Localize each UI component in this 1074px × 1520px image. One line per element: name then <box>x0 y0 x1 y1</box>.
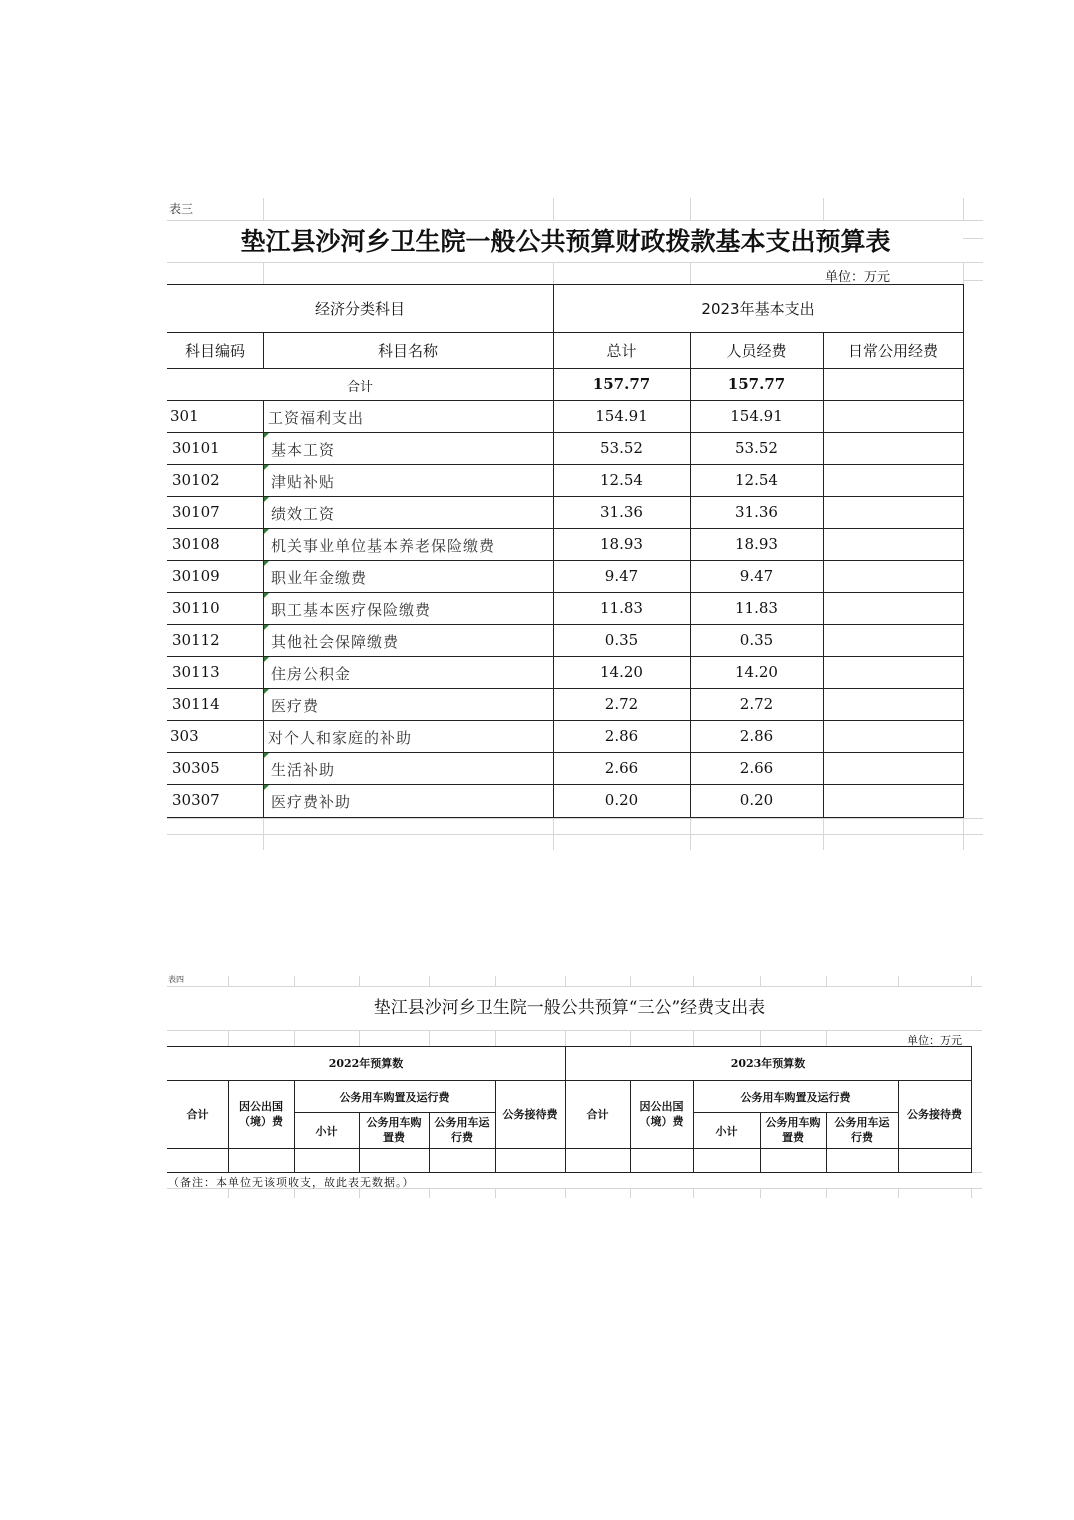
row-name: 基本工资 <box>271 441 336 459</box>
row-personnel: 2.66 <box>739 759 774 777</box>
col-operate-2023-line1: 公务用车运 <box>834 1116 890 1129</box>
col-purchase-2022-line1: 公务用车购 <box>366 1116 422 1129</box>
col-subtotal-2022: 小计 <box>315 1125 338 1138</box>
row-personnel: 0.20 <box>739 791 774 809</box>
row-code: 30101 <box>172 439 220 457</box>
unit-label: 单位：万元 <box>825 270 891 285</box>
row-name: 生活补助 <box>271 761 336 779</box>
col-abroad-2022-line1: 因公出国 <box>239 1100 283 1113</box>
total-row-total: 157.77 <box>592 375 651 393</box>
table-label: 表四 <box>168 975 184 984</box>
unit-label: 单位：万元 <box>907 1034 962 1047</box>
row-personnel: 11.83 <box>735 599 778 617</box>
row-total: 12.54 <box>600 471 643 489</box>
row-total: 154.91 <box>595 407 648 425</box>
row-code: 30109 <box>172 567 220 585</box>
total-row-personnel: 157.77 <box>727 375 786 393</box>
row-name: 职工基本医疗保险缴费 <box>271 601 432 619</box>
row-name: 对个人和家庭的补助 <box>268 729 413 747</box>
row-personnel: 53.52 <box>735 439 778 457</box>
row-name: 医疗费 <box>271 697 320 715</box>
row-total: 0.20 <box>604 791 639 809</box>
row-personnel: 154.91 <box>730 407 783 425</box>
col-purchase-2023-line1: 公务用车购 <box>765 1116 821 1129</box>
row-total: 53.52 <box>600 439 643 457</box>
row-total: 9.47 <box>604 567 639 585</box>
row-total: 2.66 <box>604 759 639 777</box>
column-header-total: 总计 <box>606 342 637 360</box>
col-purchase-2022-line2: 置费 <box>383 1131 405 1144</box>
row-total: 2.72 <box>604 695 639 713</box>
group-header-basic-expense: 2023年基本支出 <box>701 300 815 318</box>
row-code: 30112 <box>172 631 220 649</box>
col-abroad-2023-line1: 因公出国 <box>639 1100 684 1113</box>
column-header-code: 科目编码 <box>184 342 245 360</box>
row-personnel: 2.86 <box>739 727 774 745</box>
row-code: 30114 <box>172 695 220 713</box>
col-abroad-2023-line2: （境）费 <box>639 1115 684 1128</box>
row-personnel: 0.35 <box>739 631 774 649</box>
table-label: 表三 <box>169 202 194 216</box>
row-total: 14.20 <box>600 663 643 681</box>
row-name: 医疗费补助 <box>271 793 352 811</box>
table-note: （备注：本单位无该项收支，故此表无数据。） <box>168 1176 415 1189</box>
column-header-public: 日常公用经费 <box>847 342 938 360</box>
group-header-2022: 2022年预算数 <box>328 1057 404 1070</box>
page-title: 垫江县沙河乡卫生院一般公共预算“三公”经费支出表 <box>373 998 766 1018</box>
row-code: 30307 <box>172 791 220 809</box>
row-total: 31.36 <box>600 503 643 521</box>
column-header-name: 科目名称 <box>377 342 438 360</box>
column-header-personnel: 人员经费 <box>726 342 787 360</box>
total-row-label: 合计 <box>346 380 373 395</box>
row-personnel: 12.54 <box>735 471 778 489</box>
row-code: 301 <box>170 407 199 425</box>
col-total-2022: 合计 <box>186 1108 209 1121</box>
row-code: 30107 <box>172 503 220 521</box>
row-total: 0.35 <box>604 631 639 649</box>
row-code: 30113 <box>172 663 220 681</box>
row-total: 18.93 <box>600 535 643 553</box>
row-name: 其他社会保障缴费 <box>271 633 400 651</box>
row-name: 住房公积金 <box>271 665 352 683</box>
col-operate-2023-line2: 行费 <box>851 1131 873 1144</box>
page-title: 垫江县沙河乡卫生院一般公共预算财政拨款基本支出预算表 <box>240 227 891 256</box>
col-operate-2022-line2: 行费 <box>451 1131 473 1144</box>
row-total: 2.86 <box>604 727 639 745</box>
col-vehicle-2023: 公务用车购置及运行费 <box>740 1091 851 1104</box>
row-personnel: 2.72 <box>739 695 774 713</box>
col-vehicle-2022: 公务用车购置及运行费 <box>339 1091 450 1104</box>
row-code: 30108 <box>172 535 220 553</box>
row-code: 303 <box>170 727 199 745</box>
row-code: 30102 <box>172 471 220 489</box>
col-reception-2023: 公务接待费 <box>907 1108 962 1121</box>
row-code: 30110 <box>172 599 220 617</box>
row-name: 津贴补贴 <box>271 473 336 491</box>
row-name: 机关事业单位基本养老保险缴费 <box>271 537 496 555</box>
col-operate-2022-line1: 公务用车运 <box>434 1116 490 1129</box>
col-abroad-2022-line2: （境）费 <box>239 1115 283 1128</box>
col-purchase-2023-line2: 置费 <box>782 1131 804 1144</box>
row-personnel: 18.93 <box>735 535 778 553</box>
row-personnel: 14.20 <box>735 663 778 681</box>
row-name: 职业年金缴费 <box>271 569 368 587</box>
group-header-2023: 2023年预算数 <box>730 1057 806 1070</box>
row-name: 工资福利支出 <box>268 409 365 427</box>
col-subtotal-2023: 小计 <box>715 1125 738 1138</box>
row-personnel: 9.47 <box>739 567 774 585</box>
row-personnel: 31.36 <box>735 503 778 521</box>
row-name: 绩效工资 <box>271 505 336 523</box>
col-total-2023: 合计 <box>586 1108 609 1121</box>
row-code: 30305 <box>172 759 220 777</box>
row-total: 11.83 <box>600 599 643 617</box>
group-header-economic: 经济分类科目 <box>314 300 405 318</box>
col-reception-2022: 公务接待费 <box>502 1108 558 1121</box>
